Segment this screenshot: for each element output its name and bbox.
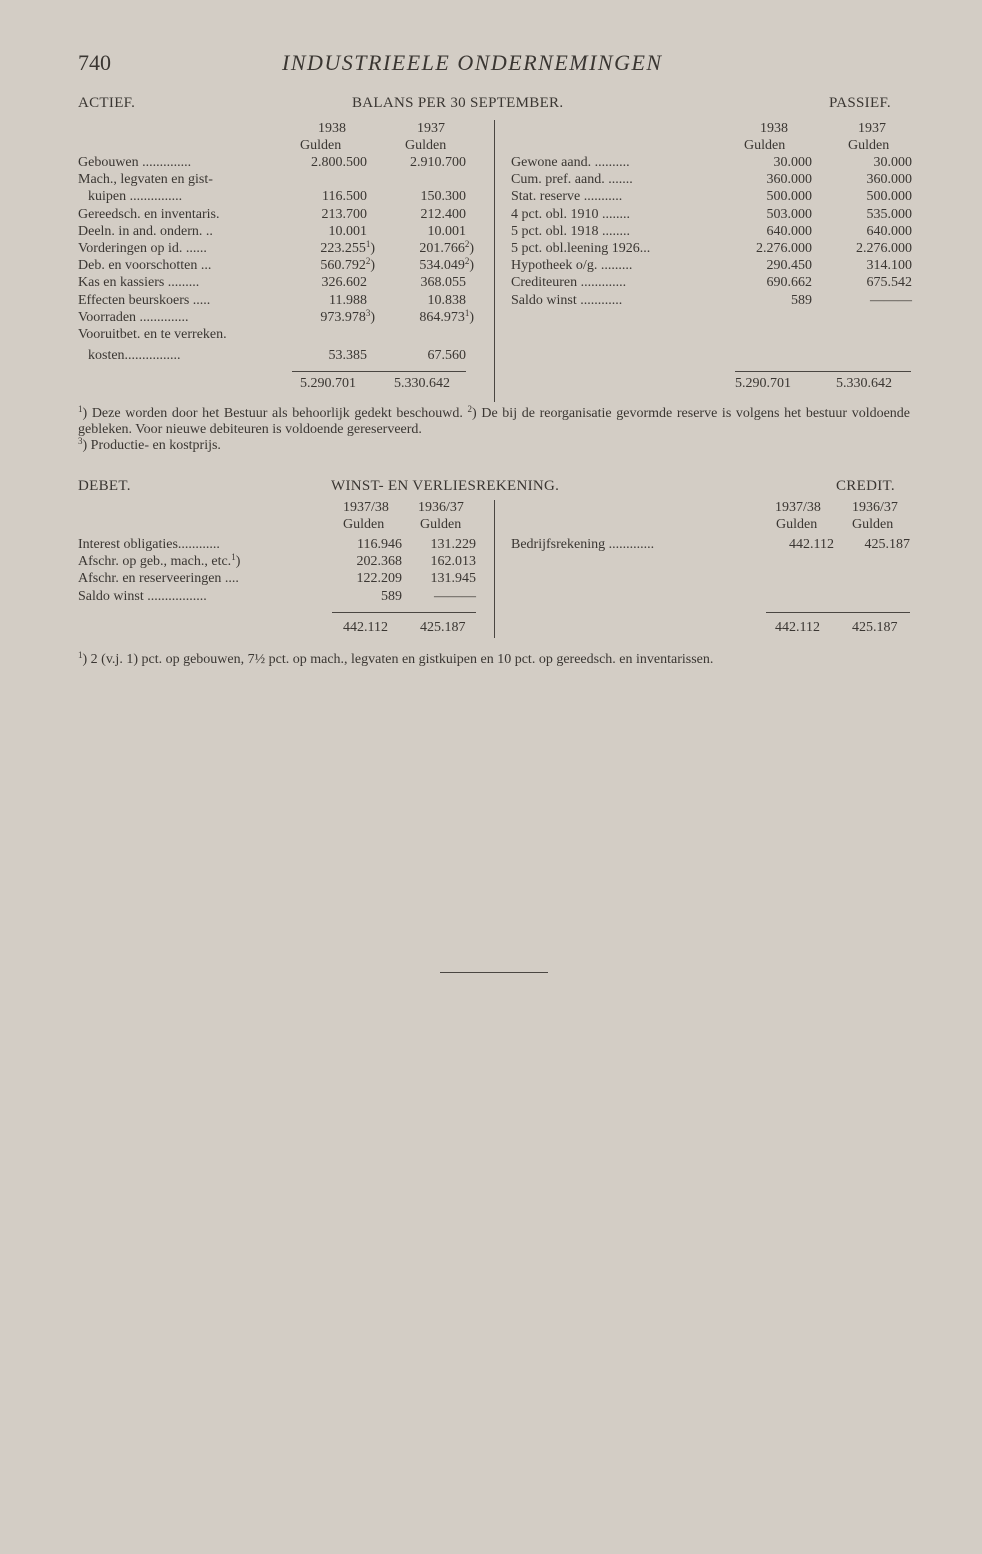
table-row: Afschr. op geb., mach., etc.$^1$) 202.368 162.013 (78, 552, 476, 570)
table-row: 5 pct. obl. 1918 ........ 640.000 640.000 (511, 223, 912, 239)
table-row: Gereedsch. en inventaris. 213.700 212.400 (78, 206, 466, 222)
table-row: kosten................ 53.385 67.560 (88, 348, 466, 364)
liabilities-table (511, 154, 912, 309)
table-row: Interest obligaties............ 116.946 131.229 (78, 537, 476, 552)
liab-year-1938: 1938 (760, 121, 788, 136)
credit-total-2: 425.187 (852, 620, 898, 635)
table-row: 4 pct. obl. 1910 ........ 503.000 535.000 (511, 206, 912, 222)
credit-table (511, 536, 910, 553)
asset-year-1937: 1937 (417, 121, 445, 136)
table-row: Voorraden .............. 973.978$^3$) 864.973$^1$) (78, 307, 474, 325)
table-row: Cum. pref. aand. ....... 360.000 360.000 (511, 172, 912, 188)
table-row: kuipen ............... 116.500 150.300 (88, 189, 466, 205)
table-row: Saldo winst ................. 589 ——— (78, 588, 476, 604)
liab-year-1937: 1937 (858, 121, 886, 136)
balance-title: BALANS PER 30 SEPTEMBER. (352, 95, 564, 111)
debit-year-2: 1936/37 (418, 500, 464, 515)
debit-table (78, 536, 478, 605)
liab-unit-1938: Gulden (744, 138, 786, 153)
asset-year-1938: 1938 (318, 121, 346, 136)
assets-total-1937: 5.330.642 (394, 376, 450, 391)
table-row: Effecten beurskoers ..... 11.988 10.838 (78, 292, 466, 308)
credit-header: CREDIT. (836, 478, 895, 494)
asset-unit-1938: Gulden (300, 138, 342, 153)
table-row: Bedrijfsrekening ............. 442.112 425.187 (511, 537, 910, 552)
balance-divider (494, 120, 495, 402)
table-row: 5 pct. obl.leening 1926... 2.276.000 2.276.000 (511, 240, 912, 256)
table-row: Hypotheek o/g. ......... 290.450 314.100 (511, 258, 912, 274)
debit-unit-2: Gulden (420, 517, 462, 532)
liab-unit-1937: Gulden (848, 138, 890, 153)
table-row: Afschr. en reserveeringen .... 122.209 131.945 (78, 571, 476, 587)
debet-header: DEBET. (78, 478, 131, 494)
assets-table (78, 154, 478, 364)
pl-footnote: $^1$) 2 (v.j. 1) pct. op gebouwen, 7½ pct. op mach., legvaten en gistkuipen en 10 pct. op gereedsch. en inventarissen. (78, 650, 714, 667)
end-rule (440, 972, 548, 973)
credit-unit-1: Gulden (776, 517, 818, 532)
table-row: Crediteuren ............. 690.662 675.542 (511, 275, 912, 291)
debit-total-1: 442.112 (343, 620, 388, 635)
assets-total-1938: 5.290.701 (300, 376, 356, 391)
credit-year-2: 1936/37 (852, 500, 898, 515)
table-row: Stat. reserve ........... 500.000 500.000 (511, 189, 912, 205)
credit-unit-2: Gulden (852, 517, 894, 532)
credit-year-1: 1937/38 (775, 500, 821, 515)
debit-total-2: 425.187 (420, 620, 466, 635)
table-row: Vorderingen op id. ...... 223.255$^1$) 201.766$^2$) (78, 238, 474, 256)
balance-footnotes: $^1$) Deze worden door het Bestuur als behoorlijk gedekt beschouwd. $^2$) De bij de reorganisatie gevormde reserve is volgens het bestuur voldoende gebleken. Voor nieuwe debiteuren is voldoende gereserveerd. $^3$) Productie- en kostprijs. (78, 404, 911, 453)
liabilities-sum-rule (735, 371, 911, 372)
actief-header: ACTIEF. (78, 95, 136, 111)
liabilities-total-1937: 5.330.642 (836, 376, 892, 391)
pl-title: WINST- EN VERLIESREKENING. (331, 478, 560, 494)
table-row: Gewone aand. .......... 30.000 30.000 (511, 155, 912, 170)
table-row: Gebouwen .............. 2.800.500 2.910.700 (78, 155, 466, 170)
table-row: Deb. en voorschotten ... 560.792$^2$) 534.049$^2$) (78, 256, 474, 274)
liabilities-total-1938: 5.290.701 (735, 376, 791, 391)
debit-year-1: 1937/38 (343, 500, 389, 515)
credit-sum-rule (766, 612, 910, 613)
table-row: Mach., legvaten en gist- (78, 172, 213, 188)
asset-unit-1937: Gulden (405, 138, 447, 153)
table-row: Vooruitbet. en te verreken. (78, 326, 227, 342)
running-title: INDUSTRIEELE ONDERNEMINGEN (282, 50, 663, 75)
page-number: 740 (78, 50, 111, 75)
assets-sum-rule (292, 371, 466, 372)
passief-header: PASSIEF. (829, 95, 891, 111)
debit-unit-1: Gulden (343, 517, 385, 532)
credit-total-1: 442.112 (775, 620, 820, 635)
pl-divider (494, 500, 495, 638)
table-row: Kas en kassiers ......... 326.602 368.055 (78, 275, 466, 291)
table-row: Deeln. in and. ondern. .. 10.001 10.001 (78, 223, 466, 239)
debit-sum-rule (332, 612, 476, 613)
table-row: Saldo winst ............ 589 ——— (511, 292, 912, 308)
